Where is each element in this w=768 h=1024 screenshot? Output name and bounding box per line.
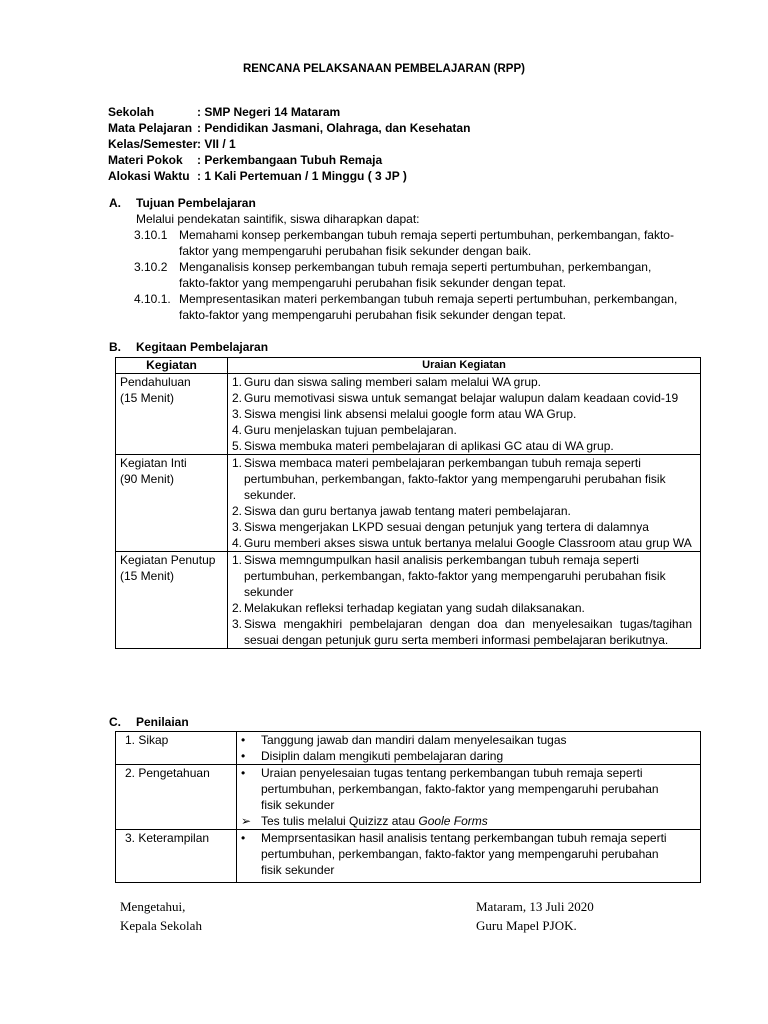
- objectives-intro: Melalui pendekatan saintifik, siswa diharapkan dapat:: [136, 212, 420, 226]
- objective-line: Mempresentasikan materi perkembangan tubuh remaja seperti pertumbuhan, perkembangan,: [179, 292, 678, 306]
- objective-line: Menganalisis konsep perkembangan tubuh remaja seperti pertumbuhan, perkembangan,: [179, 260, 652, 274]
- signature-role: Guru Mapel PJOK.: [476, 918, 577, 933]
- assessment-type-cell: 1. Sikap: [116, 732, 237, 765]
- objective-line: faktor yang mempengaruhi perubahan fisik sekunder dengan baik.: [179, 244, 532, 258]
- identity-value: : Perkembangaan Tubuh Remaja: [197, 153, 383, 167]
- section-title: Tujuan Pembelajaran: [136, 196, 256, 210]
- item-number: 1.: [232, 456, 243, 470]
- table-row: [116, 732, 701, 765]
- document-title: RENCANA PELAKSANAAN PEMBELAJARAN (RPP): [243, 63, 525, 75]
- objective-item: [134, 291, 704, 323]
- signature-left: [120, 897, 202, 935]
- list-item: [237, 830, 692, 878]
- objective-line: fakto-faktor yang mempengaruhi perubahan fisik sekunder dengan tepat.: [179, 308, 566, 322]
- item-text: Disiplin dalam mengikuti pembelajaran daring: [261, 749, 504, 763]
- assessment-criteria-cell: [237, 765, 701, 830]
- list-item: [232, 422, 692, 438]
- bullet-icon: •: [241, 749, 246, 763]
- item-number: 5.: [232, 439, 243, 453]
- item-text-prefix: Tes tulis melalui Quizizz atau: [261, 814, 419, 828]
- bullet-icon: •: [241, 766, 246, 780]
- objective-line: fakto-faktor yang mempengaruhi perubahan fisik sekunder dengan tepat.: [179, 276, 566, 290]
- item-number: 3.: [232, 617, 243, 631]
- identity-row-time: [108, 168, 470, 184]
- item-number: 4.: [232, 536, 243, 550]
- identity-label: Alokasi Waktu: [108, 169, 190, 183]
- table-row: [116, 374, 701, 455]
- activity-steps-list: [232, 455, 692, 551]
- activity-name-cell: [116, 455, 228, 552]
- list-item: [232, 600, 692, 616]
- assessment-type-cell: 2. Pengetahuan: [116, 765, 237, 830]
- section-letter: A.: [109, 196, 121, 210]
- item-text: Melakukan refleksi terhadap kegiatan yang sudah dilaksanakan.: [244, 601, 585, 615]
- item-text: Siswa membaca materi pembelajaran perkembangan tubuh remaja seperti pertumbuhan, perkembangan, fakto-faktor yang mempengaruhi perubahan fisik sekunder.: [244, 456, 666, 502]
- identity-label: Materi Pokok: [108, 153, 183, 167]
- activity-duration: (15 Menit): [120, 391, 175, 405]
- activity-description-cell: [228, 552, 701, 649]
- item-number: 1.: [232, 553, 243, 567]
- section-letter: C.: [109, 715, 121, 729]
- objective-number: 3.10.2: [134, 260, 168, 274]
- identity-value: : VII / 1: [197, 137, 236, 151]
- criteria-list: [237, 732, 692, 764]
- list-item: [232, 616, 692, 648]
- item-text: Siswa membuka materi pembelajaran di aplikasi GC atau di WA grup.: [244, 439, 614, 453]
- identity-block: [108, 104, 470, 184]
- item-text-italic: Goole Forms: [418, 814, 488, 828]
- identity-label: Kelas/Semester: [108, 137, 198, 151]
- objective-item: [134, 259, 704, 291]
- activity-steps-list: [232, 552, 692, 648]
- list-item: [232, 374, 692, 390]
- activity-duration: (90 Menit): [120, 472, 175, 486]
- list-item: [232, 438, 692, 454]
- item-text: Siswa mengerjakan LKPD sesuai dengan petunjuk yang tertera di dalamnya: [244, 520, 649, 534]
- assessment-type-cell: 3. Keterampilan: [116, 830, 237, 883]
- section-title: Kegitaan Pembelajaran: [136, 340, 269, 354]
- item-text: Siswa dan guru bertanya jawab tentang materi pembelajaran.: [244, 504, 571, 518]
- bullet-icon: •: [241, 831, 246, 845]
- item-number: 2.: [232, 391, 243, 405]
- bullet-icon: •: [241, 733, 246, 747]
- item-text: Uraian penyelesaian tugas tentang perkembangan tubuh remaja seperti pertumbuhan, perkembangan, fakto-faktor yang mempengaruhi perubahan fisik sekunder: [261, 766, 659, 812]
- activity-description-cell: [228, 374, 701, 455]
- list-item: [232, 552, 692, 600]
- list-item: [232, 455, 692, 503]
- item-number: 4.: [232, 423, 243, 437]
- table-row: [116, 830, 701, 883]
- criteria-list: [237, 765, 692, 829]
- list-item: [237, 765, 692, 813]
- objective-item: [134, 227, 704, 259]
- item-text: Guru memotivasi siswa untuk semangat belajar walupun dalam keadaan covid-19: [244, 391, 679, 405]
- identity-label: Mata Pelajaran: [108, 121, 193, 135]
- list-item: [232, 535, 692, 551]
- identity-value: : 1 Kali Pertemuan / 1 Minggu ( 3 JP ): [197, 169, 407, 183]
- item-number: 3.: [232, 520, 243, 534]
- item-text: [261, 813, 692, 829]
- activity-name: Kegiatan Penutup: [120, 553, 216, 567]
- item-text: Guru dan siswa saling memberi salam melalui WA grup.: [244, 375, 542, 389]
- activity-duration: (15 Menit): [120, 569, 175, 583]
- list-item: [237, 748, 692, 764]
- identity-row-school: [108, 104, 470, 120]
- identity-value: : SMP Negeri 14 Mataram: [197, 105, 341, 119]
- signature-right: [476, 897, 594, 935]
- objective-number: 4.10.1.: [134, 292, 171, 306]
- table-row: [116, 455, 701, 552]
- item-text: Siswa mengakhiri pembelajaran dengan doa dan menyelesaikan tugas/tagihan sesuai dengan petunjuk guru serta memberi informasi pembelajaran berikutnya.: [244, 617, 692, 647]
- assessment-criteria-cell: [237, 732, 701, 765]
- section-c-heading: [109, 714, 189, 730]
- objective-text: [179, 227, 704, 259]
- list-item: [237, 813, 692, 829]
- column-header-description: Uraian Kegiatan: [228, 358, 701, 374]
- list-item: [232, 503, 692, 519]
- activity-name: Kegiatan Inti: [120, 456, 187, 470]
- identity-label: Sekolah: [108, 105, 155, 119]
- item-number: 2.: [232, 504, 243, 518]
- table-row: [116, 552, 701, 649]
- column-header-activity: Kegiatan: [116, 358, 228, 374]
- identity-value: : Pendidikan Jasmani, Olahraga, dan Kesehatan: [197, 121, 471, 135]
- signature-role: Kepala Sekolah: [120, 918, 202, 933]
- activity-description-cell: [228, 455, 701, 552]
- item-number: 2.: [232, 601, 243, 615]
- section-b-heading: [109, 339, 268, 355]
- identity-row-class: [108, 136, 470, 152]
- assessment-criteria-cell: [237, 830, 701, 883]
- item-text: Guru menjelaskan tujuan pembelajaran.: [244, 423, 457, 437]
- signature-caption: Mengetahui,: [120, 899, 186, 914]
- section-letter: B.: [109, 340, 121, 354]
- item-text: Siswa mengisi link absensi melalui google form atau WA Grup.: [244, 407, 577, 421]
- objective-text: [179, 291, 704, 323]
- activity-name-cell: [116, 552, 228, 649]
- item-text: Memprsentasikan hasil analisis tentang perkembangan tubuh remaja seperti pertumbuhan, perkembangan, fakto-faktor yang mempengaruhi perubahan fisik sekunder: [261, 831, 667, 877]
- arrowhead-bullet-icon: ➢: [241, 814, 252, 828]
- identity-row-topic: [108, 152, 470, 168]
- activity-name-cell: [116, 374, 228, 455]
- section-a-heading: [109, 195, 256, 211]
- activity-name: Pendahuluan: [120, 375, 191, 389]
- table-row: [116, 765, 701, 830]
- list-item: [232, 519, 692, 535]
- item-text: Guru memberi akses siswa untuk bertanya melalui Google Classroom atau grup WA: [244, 536, 692, 550]
- table-header-row: [116, 358, 701, 374]
- list-item: [232, 390, 692, 406]
- objective-number: 3.10.1: [134, 228, 168, 242]
- list-item: [237, 732, 692, 748]
- section-title: Penilaian: [136, 715, 189, 729]
- activity-steps-list: [232, 374, 692, 454]
- criteria-list: [237, 830, 692, 878]
- objective-text: [179, 259, 704, 291]
- activities-table: [115, 357, 701, 649]
- signature-date: Mataram, 13 Juli 2020: [476, 899, 594, 914]
- item-text: Siswa memngumpulkan hasil analisis perkembangan tubuh remaja seperti pertumbuhan, perkembangan, fakto-faktor yang mempengaruhi perubahan fisik sekunder: [244, 553, 666, 599]
- item-number: 1.: [232, 375, 243, 389]
- list-item: [232, 406, 692, 422]
- assessment-table: [115, 731, 701, 883]
- identity-row-subject: [108, 120, 470, 136]
- item-text: Tanggung jawab dan mandiri dalam menyelesaikan tugas: [261, 733, 567, 747]
- item-number: 3.: [232, 407, 243, 421]
- objective-line: Memahami konsep perkembangan tubuh remaja seperti pertumbuhan, perkembangan, fakto-: [179, 228, 674, 242]
